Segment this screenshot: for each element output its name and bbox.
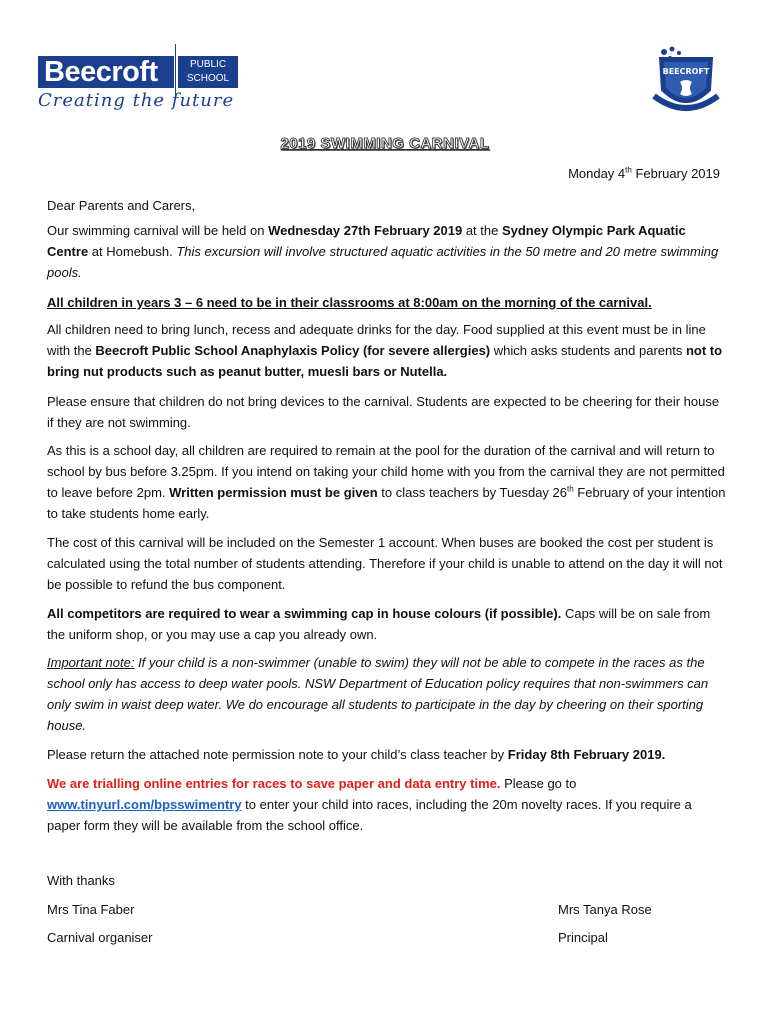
paragraph-schedule: As this is a school day, all children are required to remain at the pool for the duration of the carnival and will return to school by bus before 3.25pm. If you intend on taking your child home with you from the carnival they are not permitted to leave before 2pm. Written permission must be given to class teachers by Tuesday 26th February of your intention to take students home early. bbox=[47, 443, 726, 521]
paragraph-arrival: All children in years 3 – 6 need to be in their classrooms at 8:00am on the morning of the carnival. bbox=[47, 295, 652, 310]
school-crest-icon bbox=[646, 44, 726, 116]
logo-school-line2: SCHOOL bbox=[186, 73, 230, 84]
logo-tagline: Creating the future bbox=[38, 90, 235, 111]
logo-word: Beecroft bbox=[44, 56, 158, 88]
signature-left-role: Carnival organiser bbox=[47, 930, 153, 945]
logo-school-line1: PUBLIC bbox=[189, 59, 227, 70]
greeting: Dear Parents and Carers, bbox=[47, 198, 196, 213]
paragraph-venue: Our swimming carnival will be held on Wednesday 27th February 2019 at the Sydney Olympic Park Aquatic Centre at Homebush. This excursion will involve structured aquatic activities in the 50 metre and 20 metre swimming pools. bbox=[47, 223, 719, 280]
entry-link[interactable]: www.tinyurl.com/bpsswimentry bbox=[47, 797, 242, 812]
crest-text: BEECROFT bbox=[662, 67, 710, 76]
logo-word-box bbox=[38, 56, 174, 88]
paragraph-important-note: Important note: If your child is a non-swimmer (unable to swim) they will not be able to compete in the races as the school only has access to deep water pools. NSW Department of Education policy requires that non-swimmers can only swim in waist deep water. We do encourage all students to participate in the day by cheering on their sporting house. bbox=[47, 655, 709, 733]
paragraph-cost: The cost of this carnival will be included on the Semester 1 account. When buses are booked the cost per student is calculated using the total number of students attending. Therefore if your child is unable to attend on the day it will not be possible to refund the bus component. bbox=[47, 535, 723, 592]
page-title: 2019 SWIMMING CARNIVAL bbox=[280, 135, 490, 152]
paragraph-online-entries: We are trialling online entries for races to save paper and data entry time. Please go to www.tinyurl.com/bpsswimentry to enter your child into races, including the 20m novelty races. If you require a paper form they will be available from the school office. bbox=[47, 776, 692, 833]
signature-right-role: Principal bbox=[558, 930, 608, 945]
paragraph-return-note: Please return the attached note permission note to your child’s class teacher by Friday 8th February 2019. bbox=[47, 747, 666, 762]
signature-right-name: Mrs Tanya Rose bbox=[558, 902, 652, 917]
signature-left-name: Mrs Tina Faber bbox=[47, 902, 135, 917]
logo-school-box bbox=[178, 56, 238, 88]
paragraph-food: All children need to bring lunch, recess and adequate drinks for the day. Food supplied at this event must be in line with the Beecroft Public School Anaphylaxis Policy (for severe allergies) which asks students and parents not to bring nut products such as peanut butter, muesli bars or Nutella. bbox=[47, 322, 723, 379]
paragraph-caps: All competitors are required to wear a swimming cap in house colours (if possible). Caps will be on sale from the uniform shop, or you may use a cap you already own. bbox=[47, 606, 711, 642]
school-logo bbox=[36, 42, 246, 114]
letter-date: Monday 4th February 2019 bbox=[568, 165, 720, 181]
paragraph-devices: Please ensure that children do not bring devices to the carnival. Students are expected to be cheering for their house if they are not swimming. bbox=[47, 394, 720, 430]
closing: With thanks bbox=[47, 873, 115, 888]
